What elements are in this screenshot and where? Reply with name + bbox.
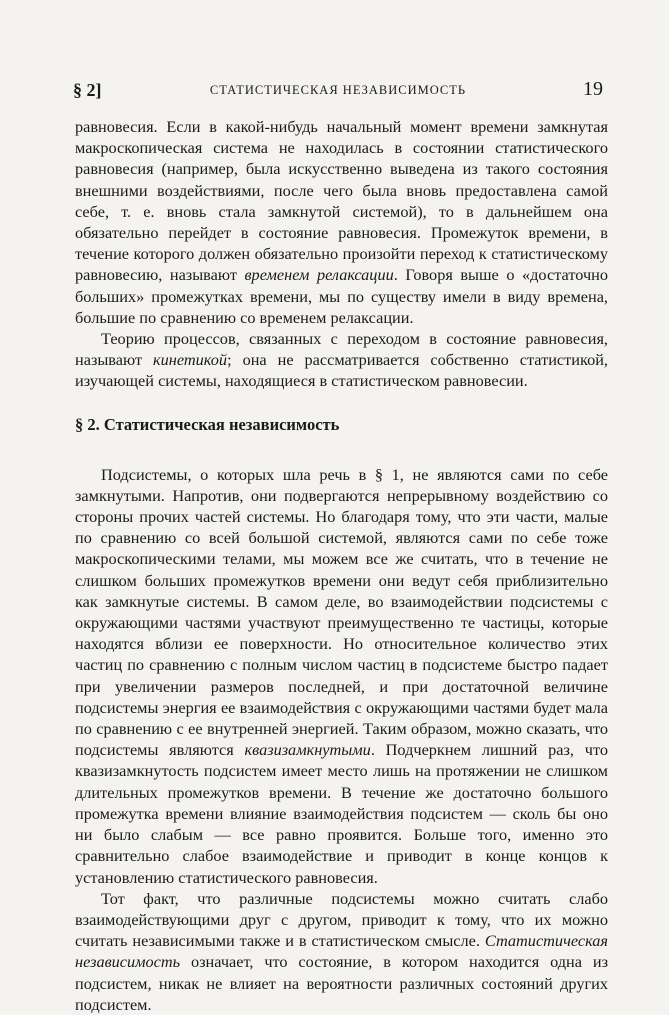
- text-run: означает, что состояние, в котором находится одна из подсистем, никак не влияет на вероятности различных состояний других подсистем.: [75, 952, 608, 1014]
- page-number: 19: [583, 78, 603, 100]
- running-title: СТАТИСТИЧЕСКАЯ НЕЗАВИСИМОСТЬ: [209, 83, 467, 97]
- text-run: Теорию процессов, связанных с переходом в состояние равновесия, называют: [75, 329, 608, 370]
- term-quasi-closed: квазизамкнутыми: [244, 740, 371, 760]
- text-run: . Подчеркнем лишний раз, что квазизамкнутость подсистем имеет место лишь на протяжении не слишком длительных промежутков времени. В течение же достаточно большого промежутка времени влияние взаимодействия подсистем — сколь бы оно ни было слабым — все равно проявится. Больше того, именно это сравнительно слабое взаимодействие и приводит в конце концов к установлению статистического равновесия.: [75, 740, 608, 887]
- section-number: § 2.: [75, 414, 100, 434]
- text-run: равновесия. Если в какой-нибудь начальный момент времени замкнутая макроскопическая система не находилась в состоянии статистического равновесия (например, была искусственно выведена из такого состояния внешними воздействиями, после чего была вновь предоставлена самой себе, т. е. вновь стала замкнутой системой), то в дальнейшем она обязательно перейдет в состояние равновесия. Промежуток времени, в течение которого должен обязательно произойти переход к статистическому равновесию, называют: [75, 117, 608, 285]
- term-statistical-independence: Статистическая независимость: [75, 931, 608, 972]
- text-run: Тот факт, что различные подсистемы можно считать слабо взаимодействующими друг с другом, приводит к тому, что их можно считать независимыми также и в статистическом смысле.: [75, 888, 608, 951]
- section-mark: § 2]: [73, 80, 102, 100]
- paragraph-subsystems: [75, 464, 608, 888]
- page-body: [75, 116, 608, 1015]
- text-run: . Говоря выше о «достаточно больших» промежутках времени, мы по существу имели в виду времена, большие по сравнению со временем релаксации.: [75, 265, 608, 327]
- term-relaxation-time: временем релаксации: [244, 265, 394, 285]
- term-kinetics: кинетикой: [153, 350, 228, 370]
- section-heading: [75, 414, 608, 436]
- paragraph-independence: [75, 888, 608, 1015]
- paragraph-relaxation: [75, 116, 608, 328]
- paragraph-kinetics: [75, 328, 608, 392]
- text-run: Подсистемы, о которых шла речь в § 1, не являются сами по себе замкнутыми. Напротив, они подвергаются непрерывному воздействию со стороны прочих частей системы. Но благодаря тому, что эти части, малые по сравнению со всей большой системой, являются сами по себе тоже макроскопическими телами, мы можем все же считать, что в течение не слишком больших промежутков времени они ведут себя приблизительно как замкнутые системы. В самом деле, во взаимодействии подсистемы с окружающими частями участвуют преимущественно те частицы, которые находятся вблизи ее поверхности. Но относительное количество этих частиц по сравнению с полным числом частиц в подсистеме быстро падает при увеличении размеров последней, и при достаточной величине подсистемы энергия ее взаимодействия с окружающими частями будет мала по сравнению с ее внутренней энергией. Таким образом, можно сказать, что подсистемы являются: [75, 464, 608, 760]
- text-run: ; она не рассматривается собственно статистикой, изучающей системы, находящиеся в статистическом равновесии.: [75, 350, 608, 391]
- page-header: [73, 78, 603, 102]
- section-title: Статистическая независимость: [103, 414, 340, 434]
